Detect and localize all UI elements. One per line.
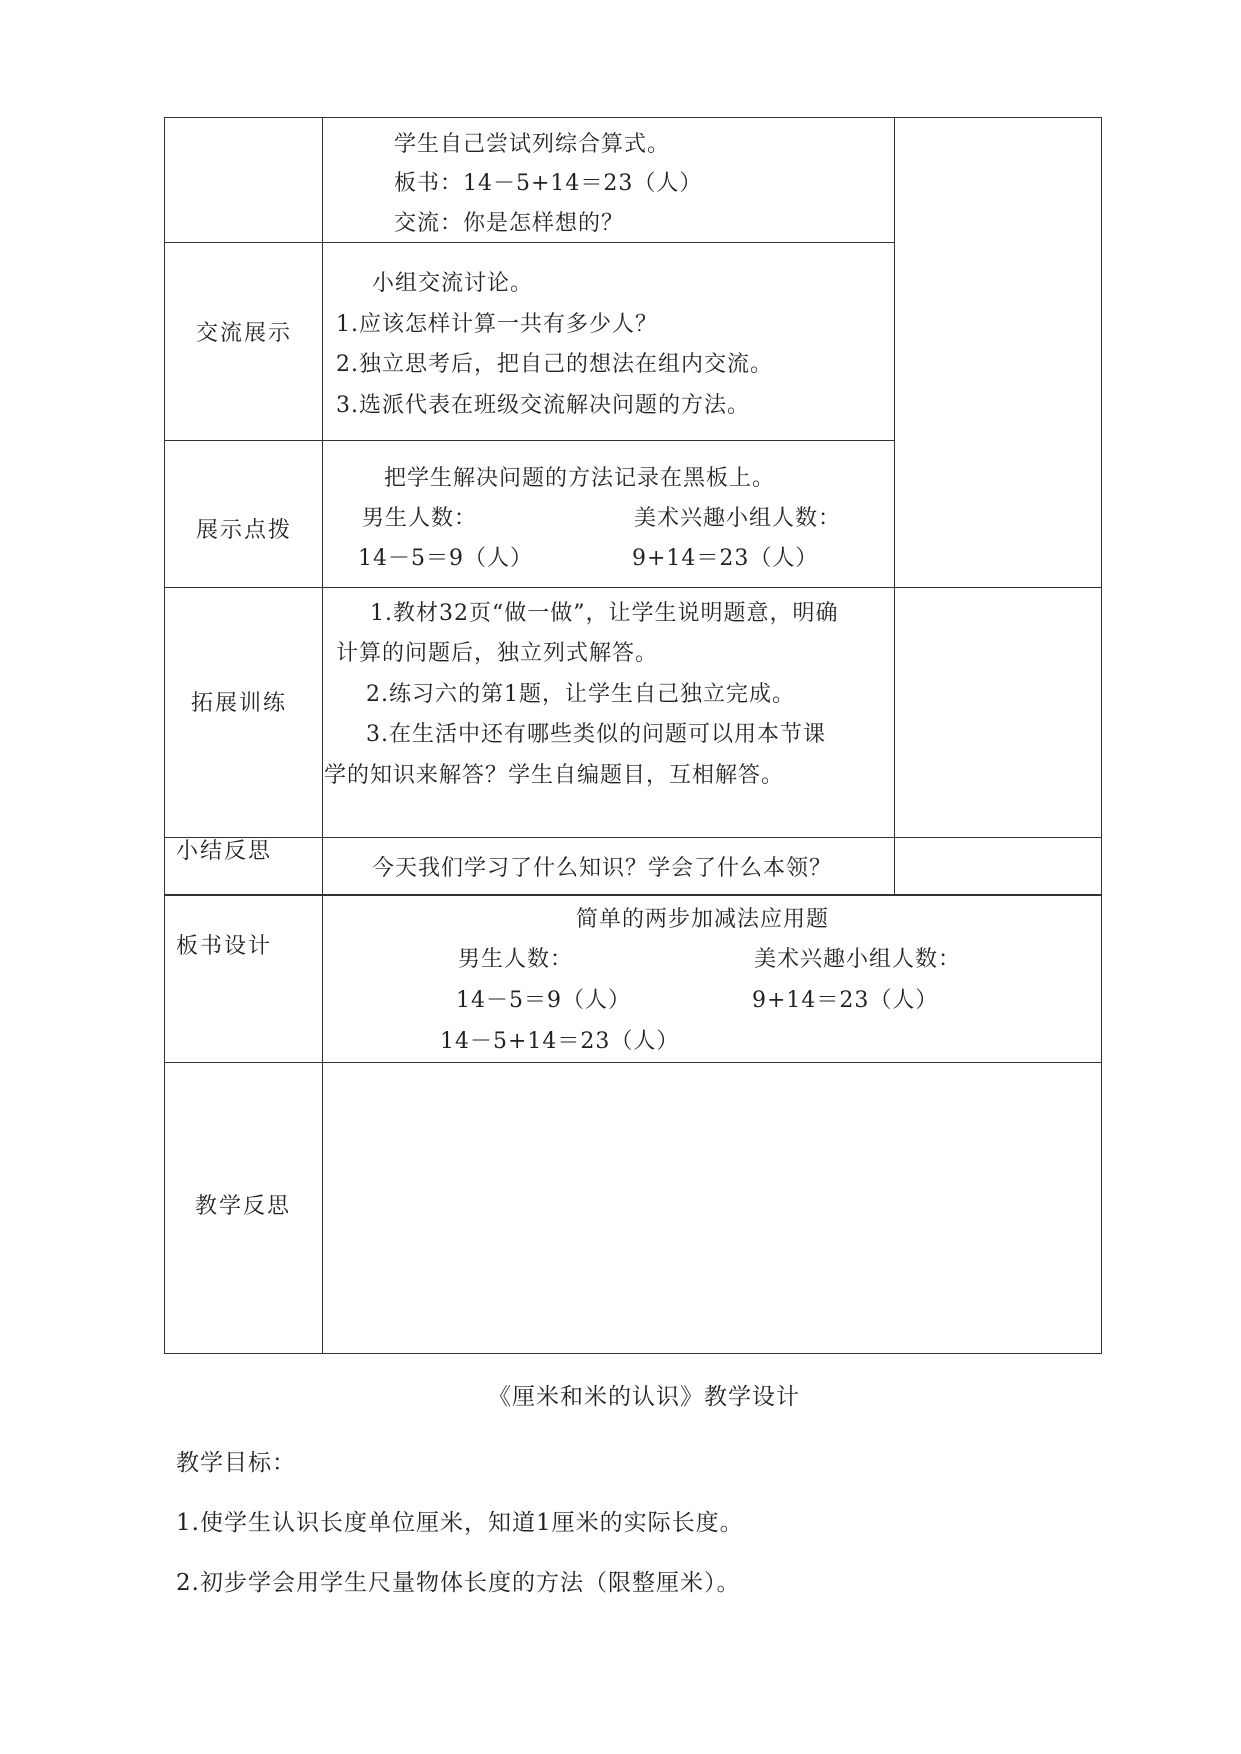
- display-left-formula: 14－5＝9（人）: [358, 546, 533, 571]
- extension-line: 计算的问题后，独立列式解答。: [336, 641, 659, 666]
- label-column-divider: [322, 117, 323, 1354]
- exchange-line: 1.应该怎样计算一共有多少人？: [336, 312, 658, 337]
- row-label: 小结反思: [176, 839, 273, 864]
- goal-item: 2.初步学会用学生尺量物体长度的方法（限整厘米）。: [176, 1570, 741, 1596]
- board-combined-formula: 14－5+14＝23（人）: [440, 1029, 680, 1054]
- extension-line: 学的知识来解答？学生自编题目，互相解答。: [324, 763, 785, 788]
- row-divider: [164, 440, 895, 441]
- board-title: 简单的两步加减法应用题: [576, 907, 830, 932]
- row-divider: [164, 587, 1102, 588]
- row-label: 拓展训练: [191, 691, 288, 716]
- row-divider: [164, 894, 1102, 896]
- display-right-heading: 美术兴趣小组人数：: [634, 506, 842, 531]
- table-border-left: [164, 117, 165, 1354]
- display-right-formula: 9+14＝23（人）: [632, 546, 819, 571]
- row-label: 交流展示: [196, 321, 293, 346]
- row-label: 板书设计: [176, 934, 273, 959]
- document-title: 《厘米和米的认识》教学设计: [488, 1384, 800, 1410]
- board-right-heading: 美术兴趣小组人数：: [754, 947, 962, 972]
- extension-line: 3.在生活中还有哪些类似的问题可以用本节课: [366, 722, 826, 747]
- board-right-formula: 9+14＝23（人）: [752, 988, 939, 1013]
- table-border-bottom: [164, 1353, 1102, 1354]
- intro-line: 学生自己尝试列综合算式。: [394, 132, 671, 157]
- notes-column-divider: [894, 117, 895, 895]
- table-border-top: [164, 117, 1102, 118]
- exchange-line: 2.独立思考后，把自己的想法在组内交流。: [336, 352, 773, 377]
- row-divider: [164, 837, 1102, 838]
- board-left-heading: 男生人数：: [458, 947, 574, 972]
- table-border-right: [1101, 117, 1102, 1354]
- row-label: 教学反思: [195, 1194, 292, 1219]
- row-label: 展示点拨: [196, 518, 293, 543]
- row-divider: [164, 1062, 1102, 1063]
- summary-text: 今天我们学习了什么知识？学会了什么本领？: [372, 856, 833, 881]
- display-left-heading: 男生人数：: [362, 506, 478, 531]
- intro-line: 板书：14－5+14＝23（人）: [394, 171, 703, 196]
- board-left-formula: 14－5＝9（人）: [456, 988, 631, 1013]
- extension-line: 2.练习六的第1题，让学生自己独立完成。: [366, 682, 795, 707]
- intro-line: 交流：你是怎样想的？: [394, 211, 625, 236]
- goal-item: 1.使学生认识长度单位厘米，知道1厘米的实际长度。: [176, 1510, 744, 1536]
- goals-heading: 教学目标：: [176, 1450, 296, 1476]
- display-intro: 把学生解决问题的方法记录在黑板上。: [384, 466, 776, 491]
- exchange-line: 小组交流讨论。: [372, 271, 534, 296]
- row-divider: [164, 242, 895, 243]
- extension-line: 1.教材32页“做一做”，让学生说明题意，明确: [370, 601, 839, 626]
- exchange-line: 3.选派代表在班级交流解决问题的方法。: [336, 393, 750, 418]
